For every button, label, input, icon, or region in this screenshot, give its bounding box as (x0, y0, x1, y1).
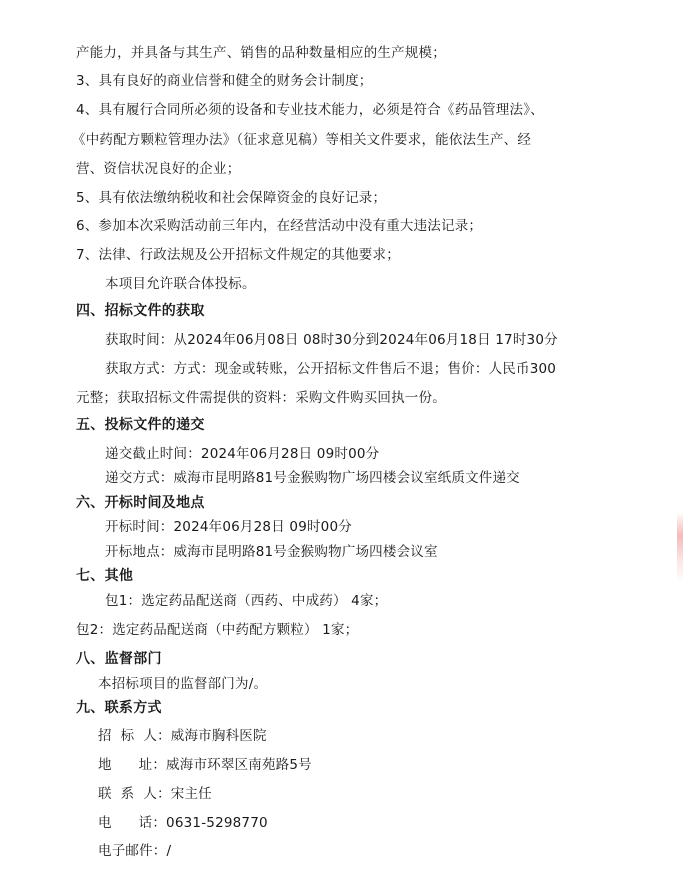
requirement-4: 4、具有履行合同所必须的设备和专业技术能力，必须是符合《药品管理法》、 (76, 102, 544, 118)
section-heading-4: 四、招标文件的获取 (76, 303, 205, 319)
acquire-time: 获取时间：从2024年06月08日 08时30分到2024年06月18日 17时30分 (105, 332, 558, 348)
package-2: 包2：选定药品配送商（中药配方颗粒） 1家； (76, 622, 359, 638)
contact-phone: 电 话：0631-5298770 (98, 815, 268, 831)
acquire-method-cont: 元整；获取招标文件需提供的资料：采购文件购买回执一份。 (76, 390, 446, 406)
opening-place: 开标地点：威海市昆明路81号金猴购物广场四楼会议室 (105, 544, 438, 560)
text-line: 《中药配方颗粒管理办法》（征求意见稿）等相关文件要求，能依法生产、经 (72, 132, 532, 148)
stamp-edge-mark (677, 512, 683, 582)
submit-method: 递交方式：威海市昆明路81号金猴购物广场四楼会议室纸质文件递交 (105, 470, 520, 486)
section-heading-9: 九、联系方式 (76, 700, 162, 716)
requirement-5: 5、具有依法缴纳税收和社会保障资金的良好记录； (76, 190, 387, 206)
contact-person: 联 系 人：宋主任 (98, 786, 212, 802)
section-heading-8: 八、监督部门 (76, 651, 162, 667)
consortium-note: 本项目允许联合体投标。 (105, 276, 256, 292)
requirement-6: 6、参加本次采购活动前三年内，在经营活动中没有重大违法记录； (76, 218, 483, 234)
acquire-method: 获取方式：方式：现金或转账，公开招标文件售后不退；售价：人民币300 (105, 361, 557, 377)
supervision-text: 本招标项目的监督部门为/。 (98, 676, 268, 692)
text-line: 营、资信状况良好的企业； (76, 161, 241, 177)
section-heading-6: 六、开标时间及地点 (76, 495, 205, 511)
requirement-7: 7、法律、行政法规及公开招标文件规定的其他要求； (76, 247, 400, 263)
submit-deadline: 递交截止时间：2024年06月28日 09时00分 (105, 446, 380, 462)
section-heading-7: 七、其他 (76, 568, 134, 584)
contact-email: 电子邮件：/ (98, 843, 172, 859)
section-heading-5: 五、投标文件的递交 (76, 417, 205, 433)
package-1: 包1：选定药品配送商（西药、中成药） 4家； (105, 593, 388, 609)
contact-address: 地 址：威海市环翠区南苑路5号 (98, 757, 312, 773)
text-line: 产能力，并具备与其生产、销售的品种数量相应的生产规模； (76, 45, 446, 61)
opening-time: 开标时间：2024年06月28日 09时00分 (105, 519, 352, 535)
contact-tenderer: 招 标 人：威海市胸科医院 (98, 728, 267, 744)
requirement-3: 3、具有良好的商业信誉和健全的财务会计制度； (76, 73, 373, 89)
